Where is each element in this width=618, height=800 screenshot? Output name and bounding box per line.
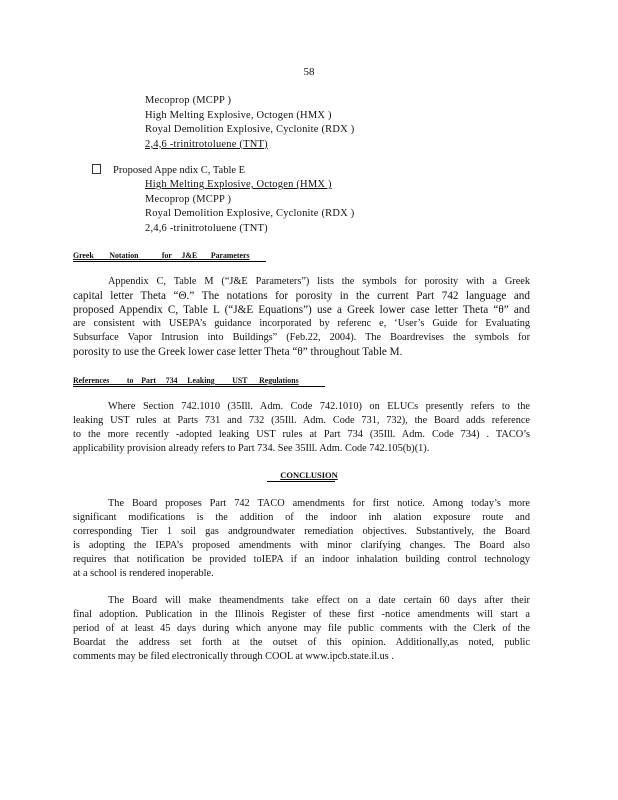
list-item: 2,4,6 -trinitrotoluene (TNT): [145, 222, 268, 234]
heading-underline: [73, 386, 325, 387]
list-item: 2,4,6 -trinitrotoluene (TNT): [145, 138, 268, 150]
section-heading-greek: Greek Notation for J&E Parameters: [73, 250, 250, 260]
paragraph-greek: Appendix C, Table M (“J&E Parameters”) lists the symbols for porosity with a Greek capital letter Theta “Θ.” The notations for porosity in the current Part 742 language and proposed Appendix C, Table L (“J&E Equations”) use a Greek lower case letter Theta “θ” and are consistent with USEPA’s guidance incorporated by referenc e, ‘User’s Guide for Evaluating Subsurface Vapor Intrusion into Buildings” (Feb.22, 2004). The Boardrevises the symbols for porosity to use the Greek lower case letter Theta “θ” throughout Table M.: [73, 276, 530, 359]
paragraph-references: Where Section 742.1010 (35Ill. Adm. Code 742.1010) on ELUCs presently refers to the leaking UST rules at Parts 731 and 732 (35Ill. Adm. Code 731, 732), the Board adds reference to the more recently -adopted leaking UST rules at Part 734 (35Ill. Adm. Code 734) . TACO’s applicability provision already refers to Part 734. See 35Ill. Adm. Code 742.105(b)(1).: [73, 401, 530, 455]
list-item: High Melting Explosive, Octogen (HMX ): [145, 179, 332, 190]
list-item: Mecoprop (MCPP ): [145, 193, 232, 205]
section-heading-references: References to Part 734 Leaking UST Regulations: [73, 375, 299, 385]
heading-underline: [73, 261, 266, 262]
chemical-list-a: [145, 94, 354, 152]
bullet-item: [92, 164, 245, 176]
list-item: High Melting Explosive, Octogen (HMX ): [145, 109, 332, 121]
bullet-heading: Proposed Appe ndix C, Table E: [113, 165, 246, 176]
list-item: Mecoprop (MCPP ): [145, 95, 232, 106]
conclusion-heading: CONCLUSION: [280, 470, 338, 480]
paragraph-final: The Board will make theamendments take effect on a date certain 60 days after their final adoption. Publication in the Illinois Register of these first -notice amendments will start a period of at least 45 days during which anyone may file public comments with the Clerk of the Boardat the address set forth at the outset of this opinion. Additionally,as noted, public comments may be filed electronically through COOL at www.ipcb.state.il.us .: [73, 595, 530, 663]
bullet-box-icon: [92, 164, 101, 174]
list-item: Royal Demolition Explosive, Cyclonite (RDX ): [145, 208, 355, 220]
heading-underline: [267, 481, 335, 482]
chemical-list-b: [145, 178, 354, 236]
list-item: Royal Demolition Explosive, Cyclonite (RDX ): [145, 124, 355, 136]
page-number: 58: [303, 66, 315, 78]
paragraph-conclusion: The Board proposes Part 742 TACO amendments for first notice. Among today’s more significant modifications is the addition of the indoor inh alation exposure route and corresponding Tier 1 soil gas andgroundwater remediation objectives. Substantively, the Board is adopting the IEPA’s proposed amendments with minor clarifying changes. The Board also requires that notification be provided toIEPA if an indoor inhalation building control technology at a school is rendered inoperable.: [73, 498, 530, 580]
